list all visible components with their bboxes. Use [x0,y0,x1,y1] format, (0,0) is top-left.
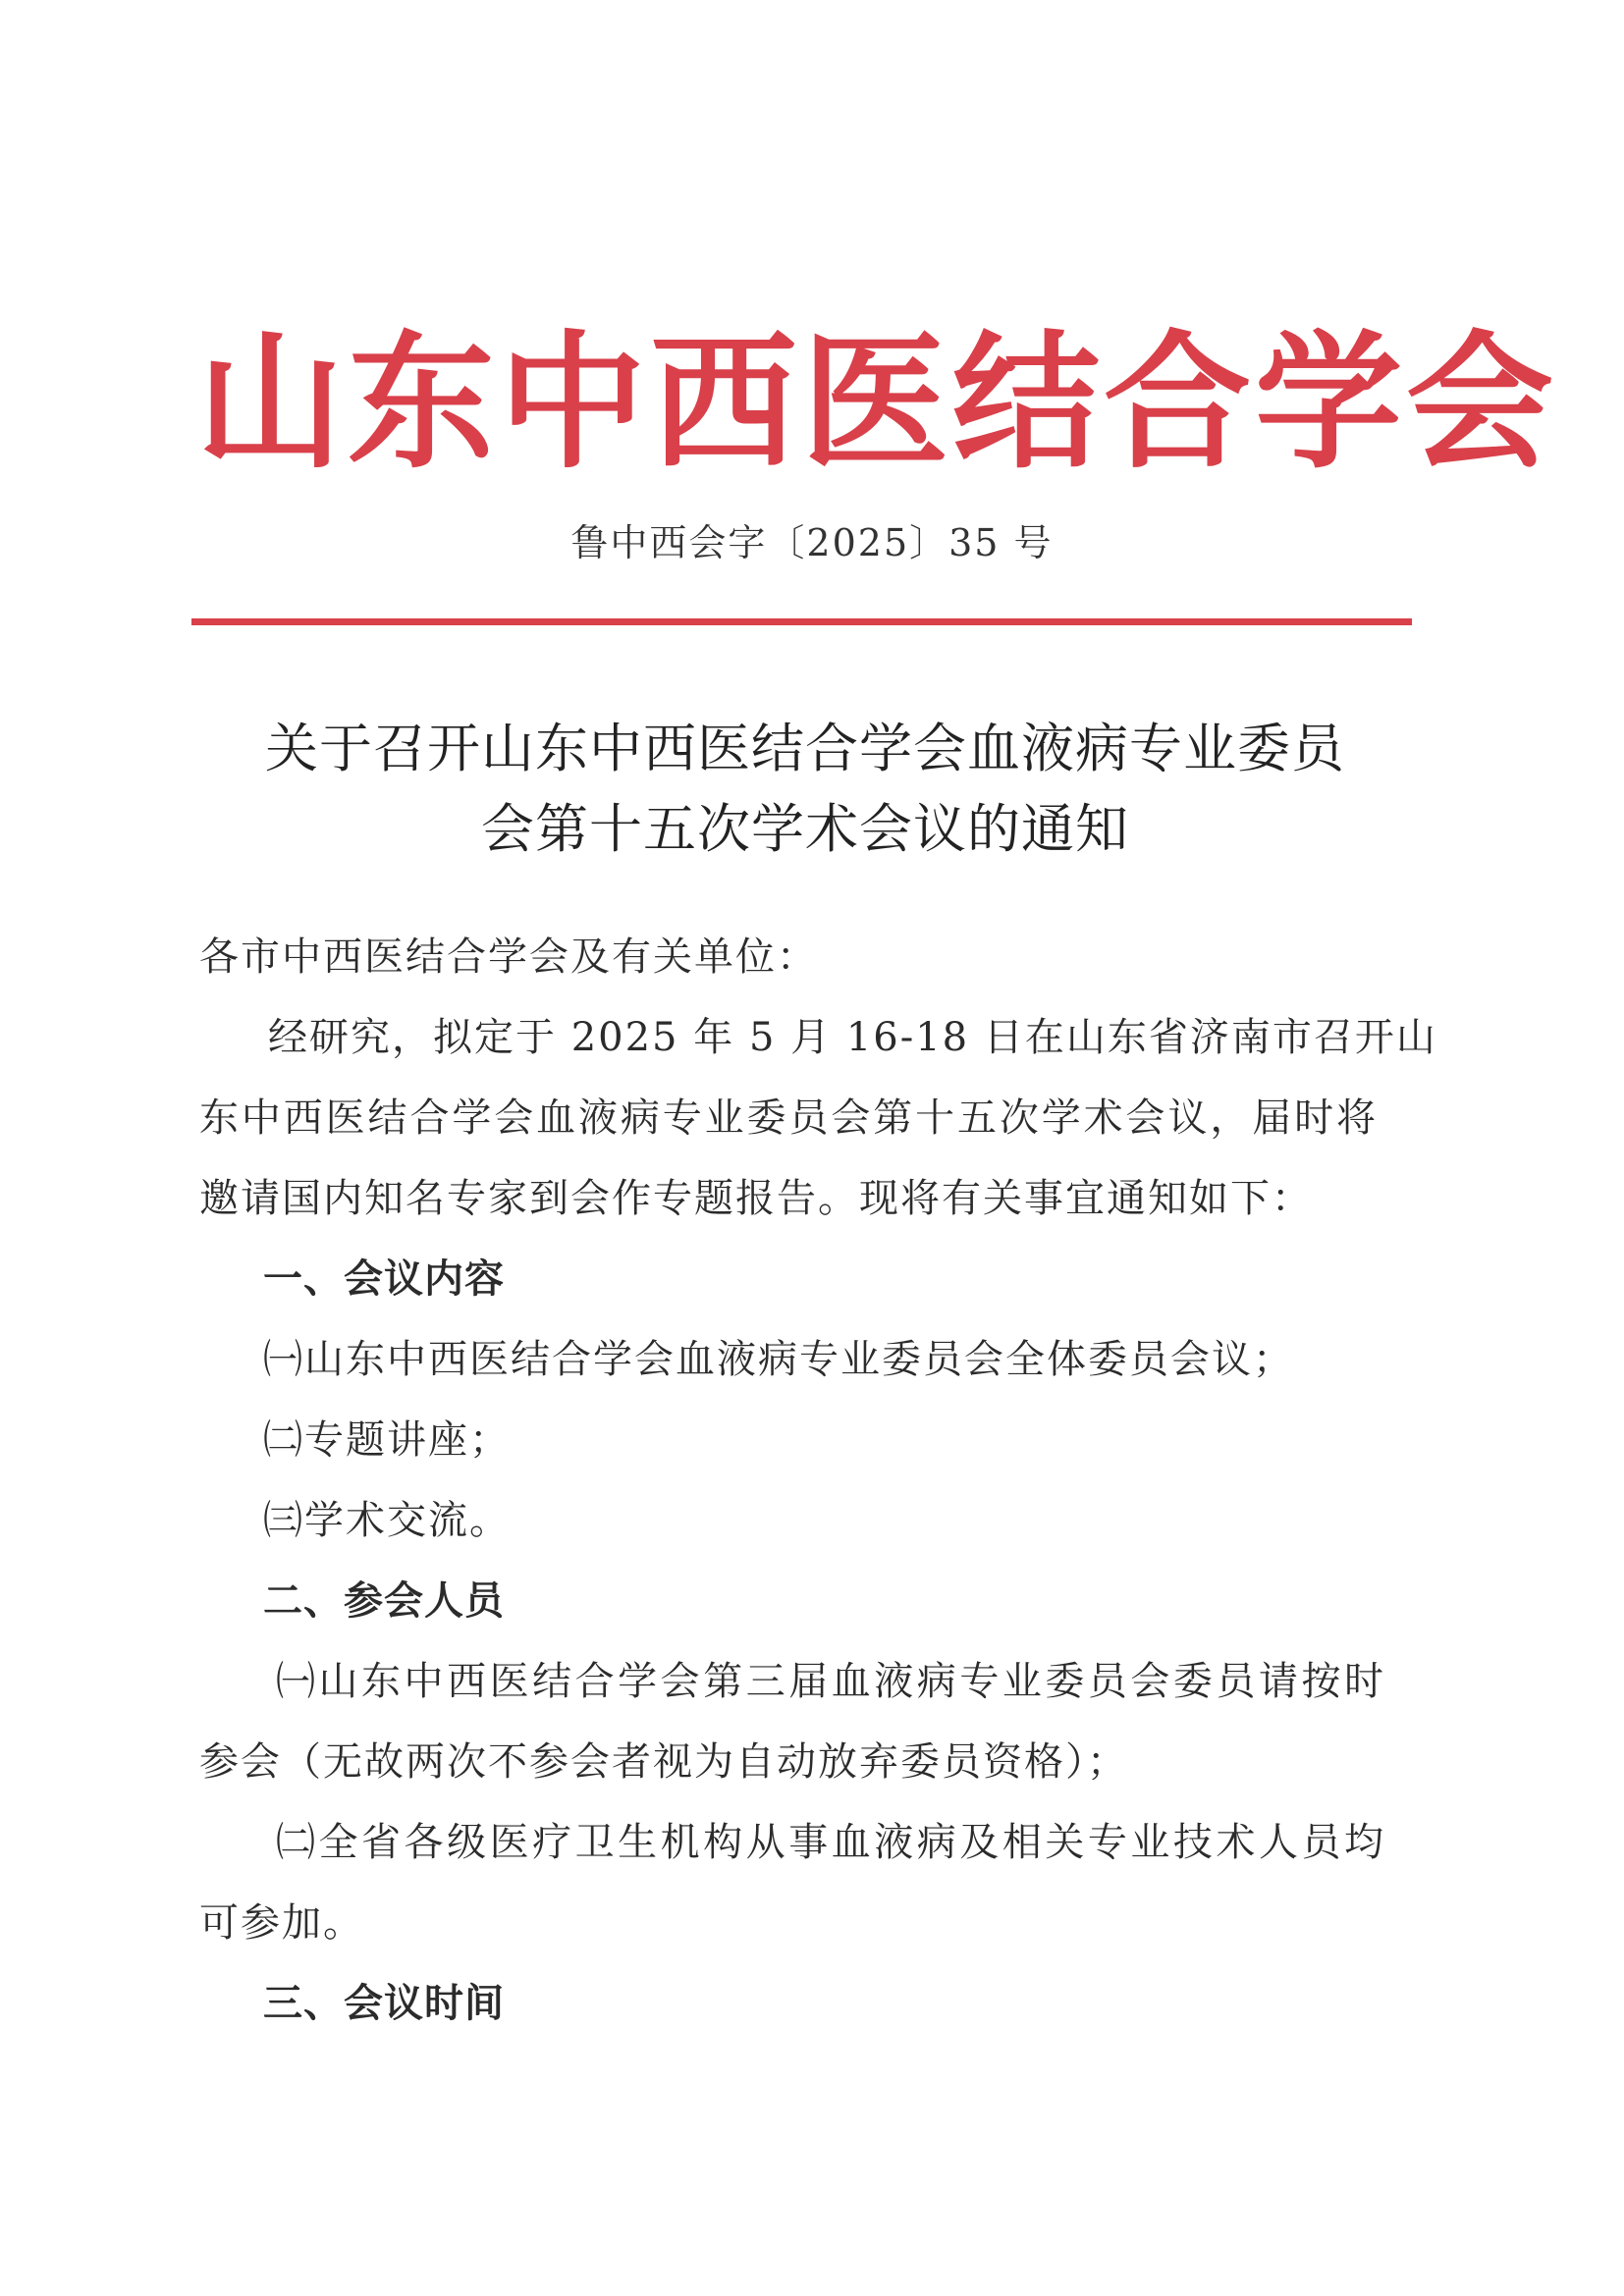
section-2-item-1-line-2: 参会（无故两次不参会者视为自动放弃委员资格）； [199,1739,1128,1785]
section-2-item-2-line-2: 可参加。 [199,1900,364,1946]
intro-line-3: 邀请国内知名专家到会作专题报告。现将有关事宜通知如下： [199,1176,1313,1221]
section-1-item-1: ㈠山东中西医结合学会血液病专业委员会全体委员会议； [263,1337,1294,1382]
section-3-heading: 三、会议时间 [263,1981,505,2026]
section-1-heading: 一、会议内容 [263,1256,505,1302]
intro-line-1: 经研究，拟定于 2025 年 5 月 16-18 日在山东省济南市召开山 [268,1015,1437,1060]
section-1-item-3: ㈢学术交流。 [263,1498,511,1543]
title-line-1: 关于召开山东中西医结合学会血液病专业委员 [265,718,1345,779]
document-title [191,709,1419,870]
section-2-item-1-line-1: ㈠山东中西医结合学会第三届血液病专业委员会委员请按时 [276,1659,1385,1704]
section-1-item-2: ㈡专题讲座； [263,1417,511,1463]
letterhead-org-name: 山东中西医结合学会 [196,316,1558,489]
letterhead-divider [191,618,1412,625]
intro-line-2: 东中西医结合学会血液病专业委员会第十五次学术会议，届时将 [199,1095,1378,1141]
section-2-item-2-line-1: ㈡全省各级医疗卫生机构从事血液病及相关专业技术人员均 [276,1820,1385,1865]
title-line-2: 会第十五次学术会议的通知 [481,798,1129,860]
section-2-heading: 二、参会人员 [263,1578,505,1624]
salutation: 各市中西医结合学会及有关单位： [199,934,818,980]
document-number: 鲁中西会字〔2025〕35 号 [570,521,1054,564]
